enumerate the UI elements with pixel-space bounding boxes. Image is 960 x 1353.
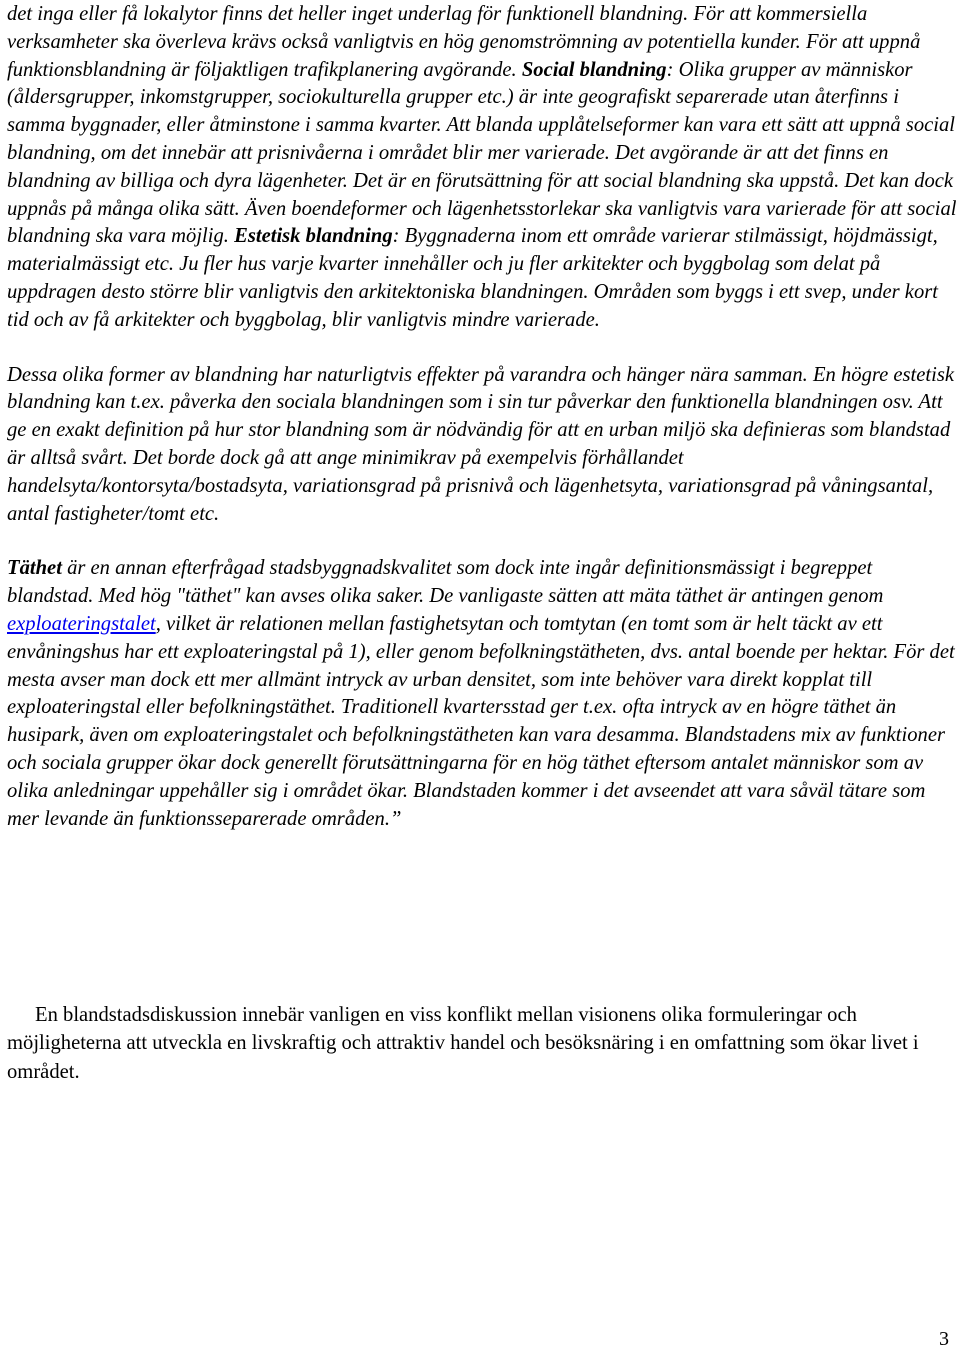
quote-text: : Byggnaderna inom ett område varierar stilmässigt, höjdmässigt, materialmässigt etc. Ju fler hus varje kvarter innehåller och ju fler arkitekter och byggbolag som delat på uppdragen desto större blir vanligtvis den arkitektoniska blandningen. Områden som byggs i ett svep, under kort tid och av få arkitekter och byggbolag, blir vanligtvis mindre varierade. xyxy=(7,225,938,331)
term-social-blandning: Social blandning xyxy=(521,58,667,81)
body-paragraph-text: En blandstadsdiskussion innebär vanligen en viss konflikt mellan visionens olika formuleringar och möjligheterna att utveckla en livskraftig och attraktiv handel och besöksnäring i en omfattning som ökar livet i området. xyxy=(7,1004,919,1083)
term-estetisk-blandning: Estetisk blandning xyxy=(234,225,393,248)
quote-paragraph-blandning-types xyxy=(7,1,957,335)
quote-text: det inga eller få lokalytor finns det heller inget underlag för funktionell blandning. För att kommersiella verksamheter ska överleva krävs också vanligtvis en hög genomströmning av potentiella kunder. För att uppnå funktionsblandning är följaktligen trafikplanering avgörande. xyxy=(7,3,921,81)
term-tathet: Täthet xyxy=(7,557,62,580)
italic-quote-block xyxy=(7,1,957,833)
quote-paragraph-effects: Dessa olika former av blandning har naturligtvis effekter på varandra och hänger nära samman. En högre estetisk blandning kan t.ex. påverka den sociala blandningen som i sin tur påverkar den funktionella blandningen osv. Att ge en exakt definition på hur stor blandning som är nödvändig för att en urban miljö ska definieras som blandstad är alltså svårt. Det borde dock gå att ange minimikrav på exempelvis förhållandet handelsyta/kontorsyta/bostadsyta, variationsgrad på prisnivå och lägenhetsyta, variationsgrad på våningsantal, antal fastigheter/tomt etc. xyxy=(7,363,955,525)
page-number: 3 xyxy=(939,1328,949,1350)
quote-text: : Olika grupper av människor (åldersgrupper, inkomstgrupper, sociokulturella grupper etc.) är inte geografiskt separerade utan återfinns i samma byggnader, eller åtminstone i samma kvarter. Att blanda upplåtelseformer kan vara ett sätt att uppnå social blandning, om det innebär att prisnivåerna i området blir mer varierade. Det avgörande är att det finns en blandning av billiga och dyra lägenheter. Det är en förutsättning för att social blandning ska uppstå. Det kan dock uppnås på många olika sätt. Även boendeformer och lägenhetsstorlekar ska vanligtvis vara varierade för att social blandning ska vara möjlig. xyxy=(7,58,957,248)
body-paragraph xyxy=(7,1001,937,1086)
quote-text: är en annan efterfrågad stadsbyggnadskvalitet som dock inte ingår definitionsmässigt i begreppet blandstad. Med hög "täthet" kan avses olika saker. De vanligaste sätten att mäta täthet är antingen genom xyxy=(7,557,884,608)
quote-text: , vilket är relationen mellan fastighetsytan och tomtytan (en tomt som är helt täckt av ett envåningshus har ett exploateringstal på 1), eller genom befolkningstätheten, dvs. antal boende per hektar. För det mesta avser man dock ett mer allmänt intryck av urban densitet, som inte behöver vara direkt kopplat till exploateringstal eller befolkningstäthet. Traditionell kvartersstad ger t.ex. ofta intryck av en högre täthet än husipark, även om exploateringstalet och befolkningstätheten kan vara desamma. Blandstadens mix av funktioner och sociala grupper ökar dock generellt förutsättningarna för en hög täthet eftersom antalet människor som av olika anledningar uppehåller sig i området ökar. Blandstaden kommer i det avseendet att vara såväl tätare som mer levande än funktionsseparerade områden.” xyxy=(7,612,955,830)
quote-paragraph-tathet xyxy=(7,555,957,833)
exploateringstalet-link[interactable]: exploateringstalet xyxy=(7,612,156,635)
